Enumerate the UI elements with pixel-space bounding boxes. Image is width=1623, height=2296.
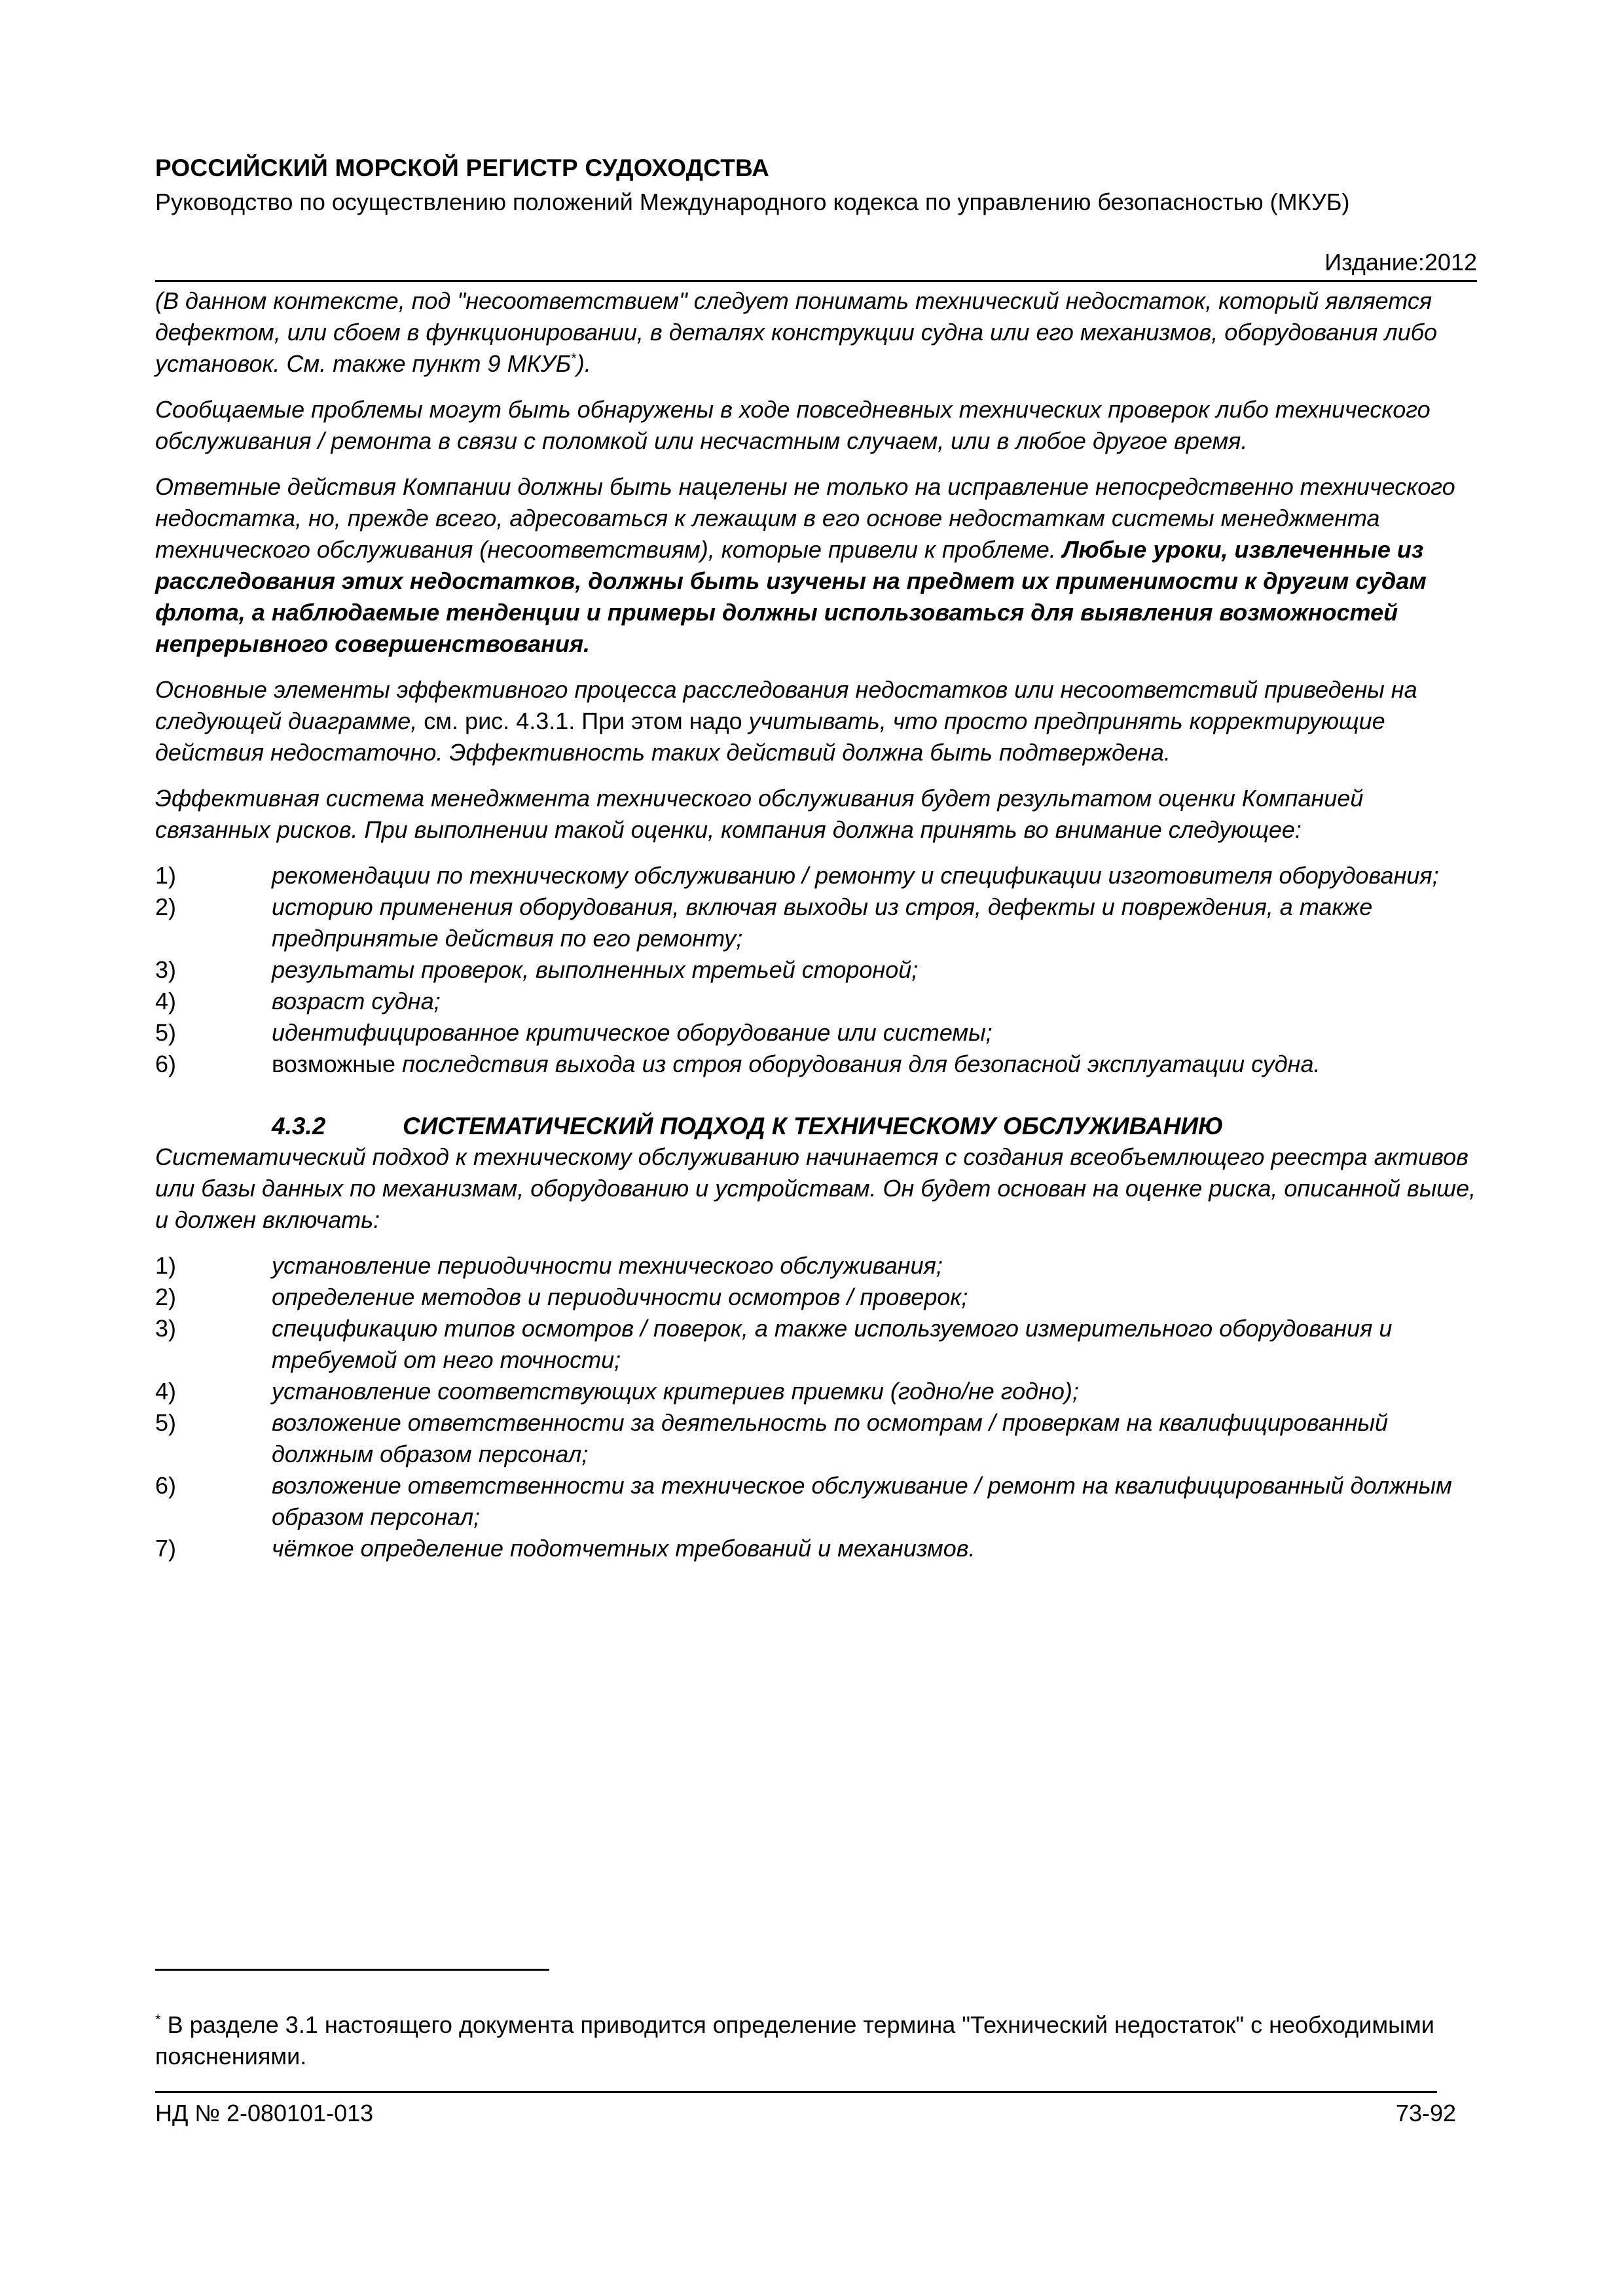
paragraph-company-response <box>155 471 1477 660</box>
list-item <box>155 1250 1477 1282</box>
paragraph-reported-problems: Сообщаемые проблемы могут быть обнаружены в ходе повседневных технических проверок либо технического обслуживания / ремонта в связи с поломкой или несчастным случаем, или в любое другое время. <box>155 396 1431 454</box>
paragraph-nonconformity-context <box>155 285 1477 380</box>
list-number: 3) <box>155 956 177 983</box>
list-item <box>155 1470 1477 1533</box>
list-item-text: спецификацию типов осмотров / поверок, а также используемого измерительного оборудования и требуемой от него точности; <box>272 1315 1393 1373</box>
paragraph-text-end: ). <box>576 350 591 377</box>
footer-rule <box>155 2091 1437 2093</box>
paragraph-bold-text: Любые уроки, извлеченные из расследования этих недостатков, должны быть изучены на предмет их применимости к другим судам флота, а наблюдаемые тенденции и примеры должны использоваться для выявления возможностей непрерывного совершенствования. <box>155 536 1427 657</box>
paragraph-text: (В данном контексте, под "несоответствием" следует понимать технический недостаток, который является дефектом, или сбоем в функционировании, в деталях конструкции судна или его механизмов, оборудования либо установок. См. также пункт 9 МКУБ <box>155 287 1437 377</box>
list-item <box>155 1407 1477 1470</box>
list-item-text: историю применения оборудования, включая выходы из строя, дефекты и повреждения, а также предпринятые действия по его ремонту; <box>272 893 1373 952</box>
list-item-text: результаты проверок, выполненных третьей стороной; <box>272 956 919 983</box>
list-number: 4) <box>155 988 177 1014</box>
footnote-marker: * <box>155 2011 161 2028</box>
list-item-text: определение методов и периодичности осмотров / проверок; <box>272 1283 968 1310</box>
figure-reference-text: см. рис. 4.3.1. При этом надо <box>417 708 749 734</box>
registry-requirements-list <box>155 1250 1477 1564</box>
footnote-text: В разделе 3.1 настоящего документа приводится определение термина "Технический недостаток" с необходимыми пояснениями. <box>155 2011 1434 2070</box>
paragraph-text-end: учитывать, что просто предпринять корректирующие действия недостаточно. Эффективность таких действий должна быть подтверждена. <box>155 708 1385 766</box>
paragraph-investigation-elements <box>155 674 1477 768</box>
list-item <box>155 986 1477 1017</box>
list-number: 2) <box>155 893 177 920</box>
list-number: 6) <box>155 1472 177 1499</box>
header-edition: Издание:2012 <box>1324 249 1477 276</box>
list-item-text: возложение ответственности за деятельность по осмотрам / проверкам на квалифицированный должным образом персонал; <box>272 1409 1389 1467</box>
list-item <box>155 1049 1477 1080</box>
list-item-text: идентифицированное критическое оборудование или системы; <box>272 1019 993 1046</box>
list-item <box>155 1313 1477 1376</box>
section-heading <box>155 1111 1477 1141</box>
list-number: 1) <box>155 862 177 889</box>
list-item-text: последствия выхода из строя оборудования для безопасной эксплуатации судна. <box>402 1050 1321 1077</box>
footnote-reference[interactable]: * <box>571 350 577 367</box>
footnote-separator <box>155 1969 549 1971</box>
list-item <box>155 860 1477 891</box>
list-item <box>155 1533 1477 1564</box>
list-item <box>155 891 1477 954</box>
list-item <box>155 1017 1477 1049</box>
list-number: 5) <box>155 1019 177 1046</box>
section-title: СИСТЕМАТИЧЕСКИЙ ПОДХОД К ТЕХНИЧЕСКОМУ ОБСЛУЖИВАНИЮ <box>403 1113 1224 1139</box>
list-number: 3) <box>155 1315 177 1342</box>
list-number: 6) <box>155 1050 177 1077</box>
list-item-upright-text: возможные <box>272 1050 403 1077</box>
section-number: 4.3.2 <box>272 1113 326 1139</box>
list-number: 7) <box>155 1535 177 1562</box>
header-organization: РОССИЙСКИЙ МОРСКОЙ РЕГИСТР СУДОХОДСТВА <box>155 154 770 181</box>
list-item-text: установление периодичности технического обслуживания; <box>272 1252 943 1279</box>
paragraph-risk-assessment: Эффективная система менеджмента технического обслуживания будет результатом оценки Компанией связанных рисков. При выполнении такой оценки, компания должна принять во внимание следующее: <box>155 785 1364 843</box>
list-item-text: возложение ответственности за техническое обслуживание / ремонт на квалифицированный должным образом персонал; <box>272 1472 1452 1530</box>
list-item-text: установление соответствующих критериев приемки (годно/не годно); <box>272 1378 1079 1405</box>
list-item <box>155 1282 1477 1313</box>
list-item-text: чёткое определение подотчетных требований и механизмов. <box>272 1535 976 1562</box>
list-item-text: рекомендации по техническому обслуживанию / ремонту и спецификации изготовителя оборудования; <box>272 862 1439 889</box>
header-rule <box>155 280 1477 282</box>
list-item <box>155 954 1477 986</box>
footer-page-number: 73-92 <box>1395 2100 1456 2126</box>
risk-factors-list <box>155 860 1477 1080</box>
document-body <box>155 285 1477 1579</box>
list-number: 2) <box>155 1283 177 1310</box>
paragraph-systematic-approach: Систематический подход к техническому обслуживанию начинается с создания всеобъемлющего реестра активов или базы данных по механизмам, оборудованию и устройствам. Он будет основан на оценке риска, описанной выше, и должен включать: <box>155 1143 1476 1233</box>
list-number: 4) <box>155 1378 177 1405</box>
list-number: 5) <box>155 1409 177 1436</box>
paragraph-text: Основные элементы эффективного процесса расследования недостатков или несоответствий приведены на следующей диаграмме, <box>155 676 1417 734</box>
paragraph-text: Ответные действия Компании должны быть нацелены не только на исправление непосредственно технического недостатка, но, прежде всего, адресоваться к лежащим в его основе недостаткам системы менеджмента технического обслуживания (несоответствиям), которые привели к проблеме. <box>155 473 1455 563</box>
list-item <box>155 1376 1477 1407</box>
footnote <box>155 2009 1477 2072</box>
list-item-text: возраст судна; <box>272 988 441 1014</box>
footer-document-number: НД № 2-080101-013 <box>155 2100 374 2126</box>
list-number: 1) <box>155 1252 177 1279</box>
header-subtitle: Руководство по осуществлению положений Международного кодекса по управлению безопасностью (МКУБ) <box>155 188 1350 215</box>
